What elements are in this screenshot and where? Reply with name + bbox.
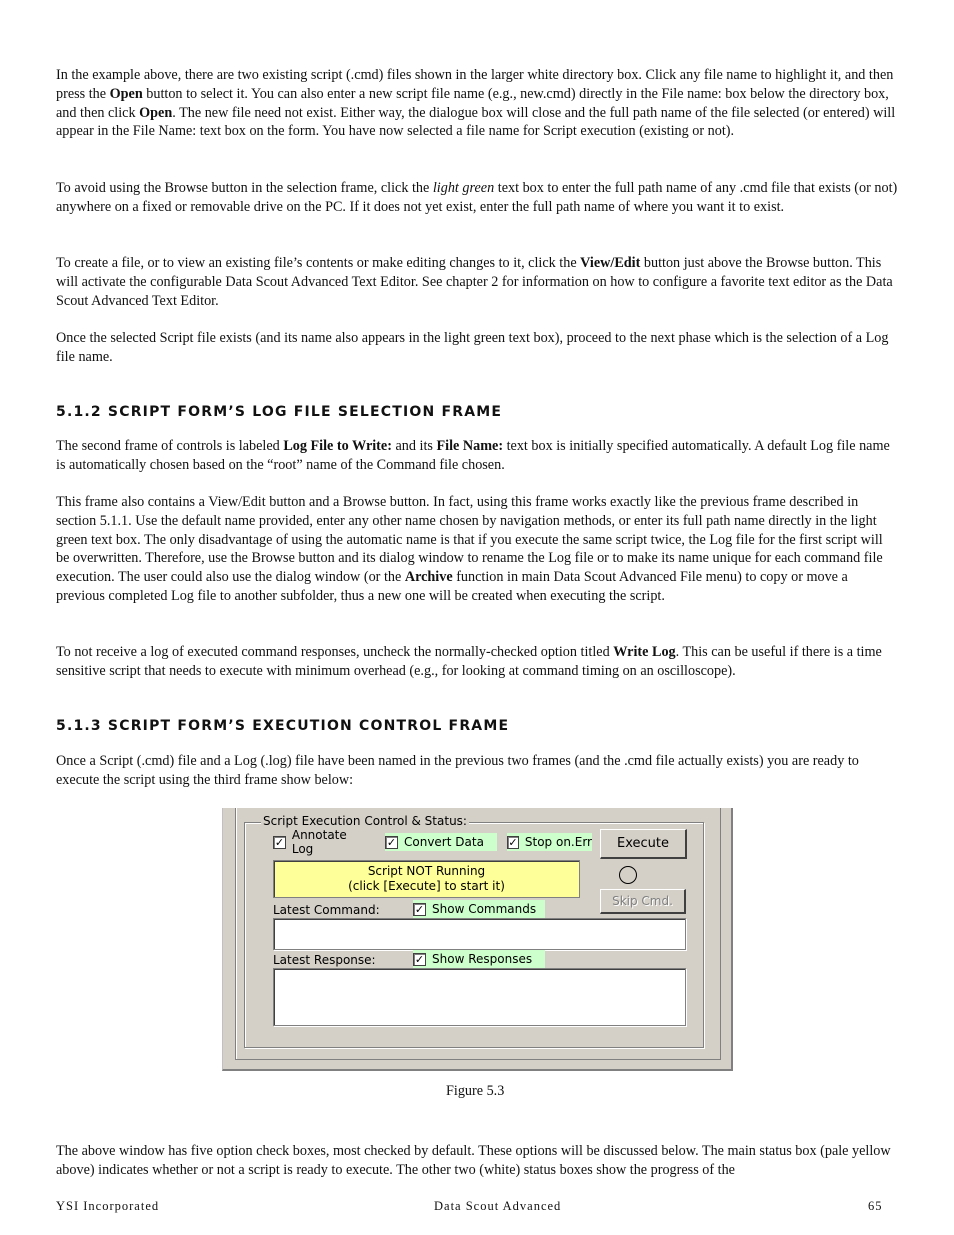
- execution-control-screenshot: [222, 808, 733, 1071]
- checkbox-check-icon: ✓: [508, 835, 518, 849]
- section-heading-5-1-3: 5.1.3 SCRIPT FORM’S EXECUTION CONTROL FRAME: [56, 718, 510, 734]
- paragraph-write-log: To not receive a log of executed command responses, uncheck the normally-checked option titled Write Log. This can be useful if there is a time sensitive script that needs to execute with minimum overhead (e.g., for looking at command timing on an oscilloscope).: [56, 644, 882, 679]
- figure-caption: Figure 5.3: [446, 1083, 505, 1099]
- latest-response-field[interactable]: [273, 968, 686, 1026]
- footer-title: Data Scout Advanced: [434, 1199, 562, 1213]
- script-status-box: [273, 860, 580, 898]
- archive-keyword: Archive: [404, 569, 453, 586]
- groupbox-title: Script Execution Control & Status:: [263, 814, 467, 828]
- section-heading-5-1-2: 5.1.2 SCRIPT FORM’S LOG FILE SELECTION FRAME: [56, 404, 503, 420]
- open-keyword: Open: [139, 104, 173, 121]
- paragraph-next-phase: Once the selected Script file exists (and its name also appears in the light green text box), proceed to the next phase which is the selection of a Log file name.: [56, 330, 889, 365]
- stop-on-err-checkbox[interactable]: [507, 833, 592, 851]
- show-commands-checkbox[interactable]: [413, 900, 545, 918]
- view-edit-keyword: View/Edit: [580, 255, 641, 271]
- latest-response-label: Latest Response:: [273, 953, 376, 967]
- paragraph-execute-intro: Once a Script (.cmd) file and a Log (.log) file have been named in the previous two frames (and the .cmd file actually exists) you are ready to execute the script using the third frame show below:: [56, 753, 859, 788]
- checkbox-check-icon: ✓: [386, 835, 397, 849]
- running-indicator-icon: [619, 866, 637, 884]
- convert-data-label: Convert Data: [404, 835, 484, 849]
- annotate-log-checkbox[interactable]: [273, 828, 371, 856]
- show-responses-checkbox[interactable]: [413, 950, 545, 968]
- paragraph-view-edit-browse: This frame also contains a View/Edit button and a Browse button. In fact, using this frame works exactly like the previous frame described in section 5.1.1. Use the default name provided, enter any other name chosen by navigation methods, or enter its full path name directly in the light green text box. The only disadvantage of using the automatic name is that if you execute the same script twice, the Log file for the first script will be overwritten. Therefore, use the Browse button and its dialog window to rename the Log file or to make its name unique for each command file execution. The user could also use the dialog window (or the Archive function in main Data Scout Advanced File menu) to copy or move a previous completed Log file to another subfolder, thus a new one will be created when executing the script.: [56, 494, 883, 604]
- paragraph-log-file-frame: The second frame of controls is labeled Log File to Write: and its File Name: text box is initially specified automatically. A default Log file name is automatically chosen based on the “root” name of the Command file chosen.: [56, 438, 890, 473]
- latest-command-field[interactable]: [273, 918, 686, 950]
- stop-on-err-label: Stop on.Err: [524, 835, 592, 849]
- skip-cmd-button[interactable]: Skip Cmd.: [600, 889, 686, 914]
- latest-command-label: Latest Command:: [273, 903, 380, 917]
- execute-button[interactable]: Execute: [600, 829, 687, 859]
- checkbox-check-icon: ✓: [414, 952, 425, 966]
- status-line-2: (click [Execute] to start it): [348, 879, 505, 893]
- checkbox-check-icon: ✓: [274, 835, 285, 849]
- light-green-emphasis: light green: [432, 180, 495, 196]
- write-log-keyword: Write Log: [613, 644, 676, 660]
- show-responses-label: Show Responses: [432, 952, 533, 966]
- footer-company: YSI Incorporated: [56, 1199, 160, 1213]
- show-commands-label: Show Commands: [432, 902, 537, 916]
- status-line-1: Script NOT Running: [367, 864, 486, 878]
- paragraph-view-edit: To create a file, or to view an existing file’s contents or make editing changes to it, click the View/Edit button just above the Browse button. This will activate the configurable Data Scout Advanced Text Editor. See chapter 2 for information on how to configure a favorite text editor as the Data Scout Advanced Text Editor.: [56, 255, 893, 309]
- paragraph-option-checkboxes: The above window has five option check boxes, most checked by default. These options will be discussed below. The main status box (pale yellow above) indicates whether or not a script is ready to execute. The other two (white) status boxes show the progress of the: [56, 1143, 891, 1178]
- checkbox-check-icon: ✓: [414, 902, 425, 916]
- annotate-log-label: Annotate Log: [291, 828, 347, 856]
- paragraph-light-green-box: To avoid using the Browse button in the selection frame, click the light green text box to enter the full path name of any .cmd file that exists (or not) anywhere on a fixed or removable drive on the PC. If it does not yet exist, enter the full path name of where you want it to exist.: [56, 180, 898, 215]
- page-number: 65: [868, 1199, 883, 1213]
- paragraph-open-file: In the example above, there are two existing script (.cmd) files shown in the larger white directory box. Click any file name to highlight it, and then press the Open button to select it. You can also enter a new script file name (e.g., new.cmd) directly in the File name: box below the directory box, and then click Open. The new file need not exist. Either way, the dialogue box will close and the full path name of the file selected (or entered) will appear in the File Name: text box on the form. You have now selected a file name for Script execution (existing or not).: [56, 67, 896, 140]
- open-keyword: Open: [109, 85, 143, 102]
- convert-data-checkbox[interactable]: [385, 833, 497, 851]
